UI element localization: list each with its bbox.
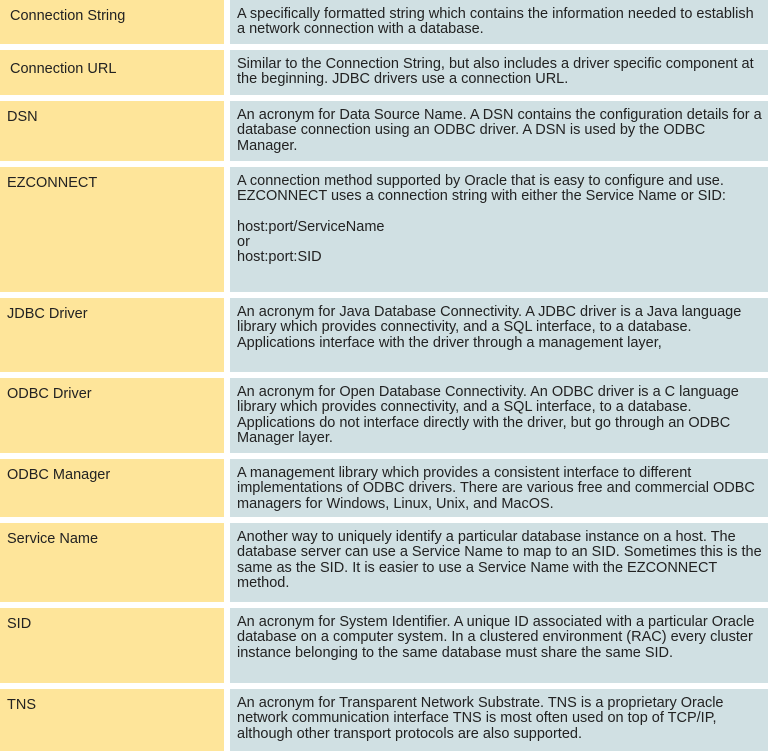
table-row bbox=[0, 50, 768, 95]
definition-text: or bbox=[237, 233, 250, 250]
definition-cell bbox=[230, 50, 768, 95]
term-cell bbox=[0, 689, 224, 751]
definition-text: Similar to the Connection String, but also includes a driver specific component at the beginning. JDBC drivers use a connection URL. bbox=[237, 56, 754, 88]
table-row bbox=[0, 0, 768, 44]
definition-cell bbox=[230, 459, 768, 517]
term-cell bbox=[0, 167, 224, 292]
table-row bbox=[0, 167, 768, 292]
term-label: Connection String bbox=[10, 8, 126, 24]
table-row bbox=[0, 689, 768, 751]
term-label: EZCONNECT bbox=[7, 175, 98, 191]
term-label: DSN bbox=[7, 109, 38, 125]
term-label: ODBC Manager bbox=[7, 467, 111, 483]
definition-text: An acronym for Java Database Connectivity. A JDBC driver is a Java language library which provides connectivity, and a SQL interface, to a database. Applications interface with the driver through a management layer, bbox=[237, 304, 742, 351]
definition-cell bbox=[230, 378, 768, 453]
definition-text bbox=[237, 205, 762, 220]
definition-text: An acronym for Transparent Network Substrate. TNS is a proprietary Oracle network communication interface TNS is most often used on top of TCP/IP, although other transport protocols are also supported. bbox=[237, 695, 724, 742]
definition-text: An acronym for Data Source Name. A DSN contains the configuration details for a database connection using an ODBC driver. A DSN is used by the ODBC Manager. bbox=[237, 107, 762, 154]
term-cell bbox=[0, 50, 224, 95]
term-label: TNS bbox=[7, 697, 36, 713]
term-label: Service Name bbox=[7, 531, 99, 547]
table-row bbox=[0, 298, 768, 372]
definition-text: A connection method supported by Oracle that is easy to configure and use. EZCONNECT uses a connection string with either the Service Name or SID: bbox=[237, 173, 726, 205]
table-row bbox=[0, 523, 768, 602]
definition-cell bbox=[230, 523, 768, 602]
term-cell bbox=[0, 298, 224, 372]
table-row bbox=[0, 378, 768, 453]
term-cell bbox=[0, 608, 224, 683]
definition-text: Another way to uniquely identify a particular database instance on a host. The database server can use a Service Name to map to an SID. Sometimes this is the same as the SID. It is easier to use a Service Name with the EZCONNECT method. bbox=[237, 529, 762, 591]
table-row bbox=[0, 101, 768, 161]
term-cell bbox=[0, 523, 224, 602]
term-label: Connection URL bbox=[10, 61, 117, 77]
definition-cell bbox=[230, 608, 768, 683]
definition-text: A management library which provides a consistent interface to different implementations of ODBC drivers. There are various free and commercial ODBC managers for Windows, Linux, Unix, and MacOS. bbox=[237, 465, 755, 512]
definition-text: host:port:SID bbox=[237, 249, 322, 266]
term-label: JDBC Driver bbox=[7, 306, 88, 322]
table-row bbox=[0, 459, 768, 517]
term-cell bbox=[0, 459, 224, 517]
definition-text: An acronym for Open Database Connectivity. An ODBC driver is a C language library which provides connectivity, and a SQL interface, to a database. Applications do not interface directly with the driver, but go through an ODBC Manager layer. bbox=[237, 384, 739, 446]
term-label: ODBC Driver bbox=[7, 386, 92, 402]
definition-cell bbox=[230, 689, 768, 751]
definition-cell bbox=[230, 101, 768, 161]
term-label: SID bbox=[7, 616, 32, 632]
definition-cell bbox=[230, 0, 768, 44]
definition-cell bbox=[230, 298, 768, 372]
definition-text: An acronym for System Identifier. A unique ID associated with a particular Oracle database on a computer system. In a clustered environment (RAC) every cluster instance belonging to the same database must share the same SID. bbox=[237, 614, 755, 661]
table-row bbox=[0, 608, 768, 683]
definition-text: A specifically formatted string which contains the information needed to establish a network connection with a database. bbox=[237, 6, 754, 38]
definition-text: host:port/ServiceName bbox=[237, 218, 385, 235]
term-cell bbox=[0, 0, 224, 44]
definition-cell bbox=[230, 167, 768, 292]
term-cell bbox=[0, 378, 224, 453]
term-cell bbox=[0, 101, 224, 161]
